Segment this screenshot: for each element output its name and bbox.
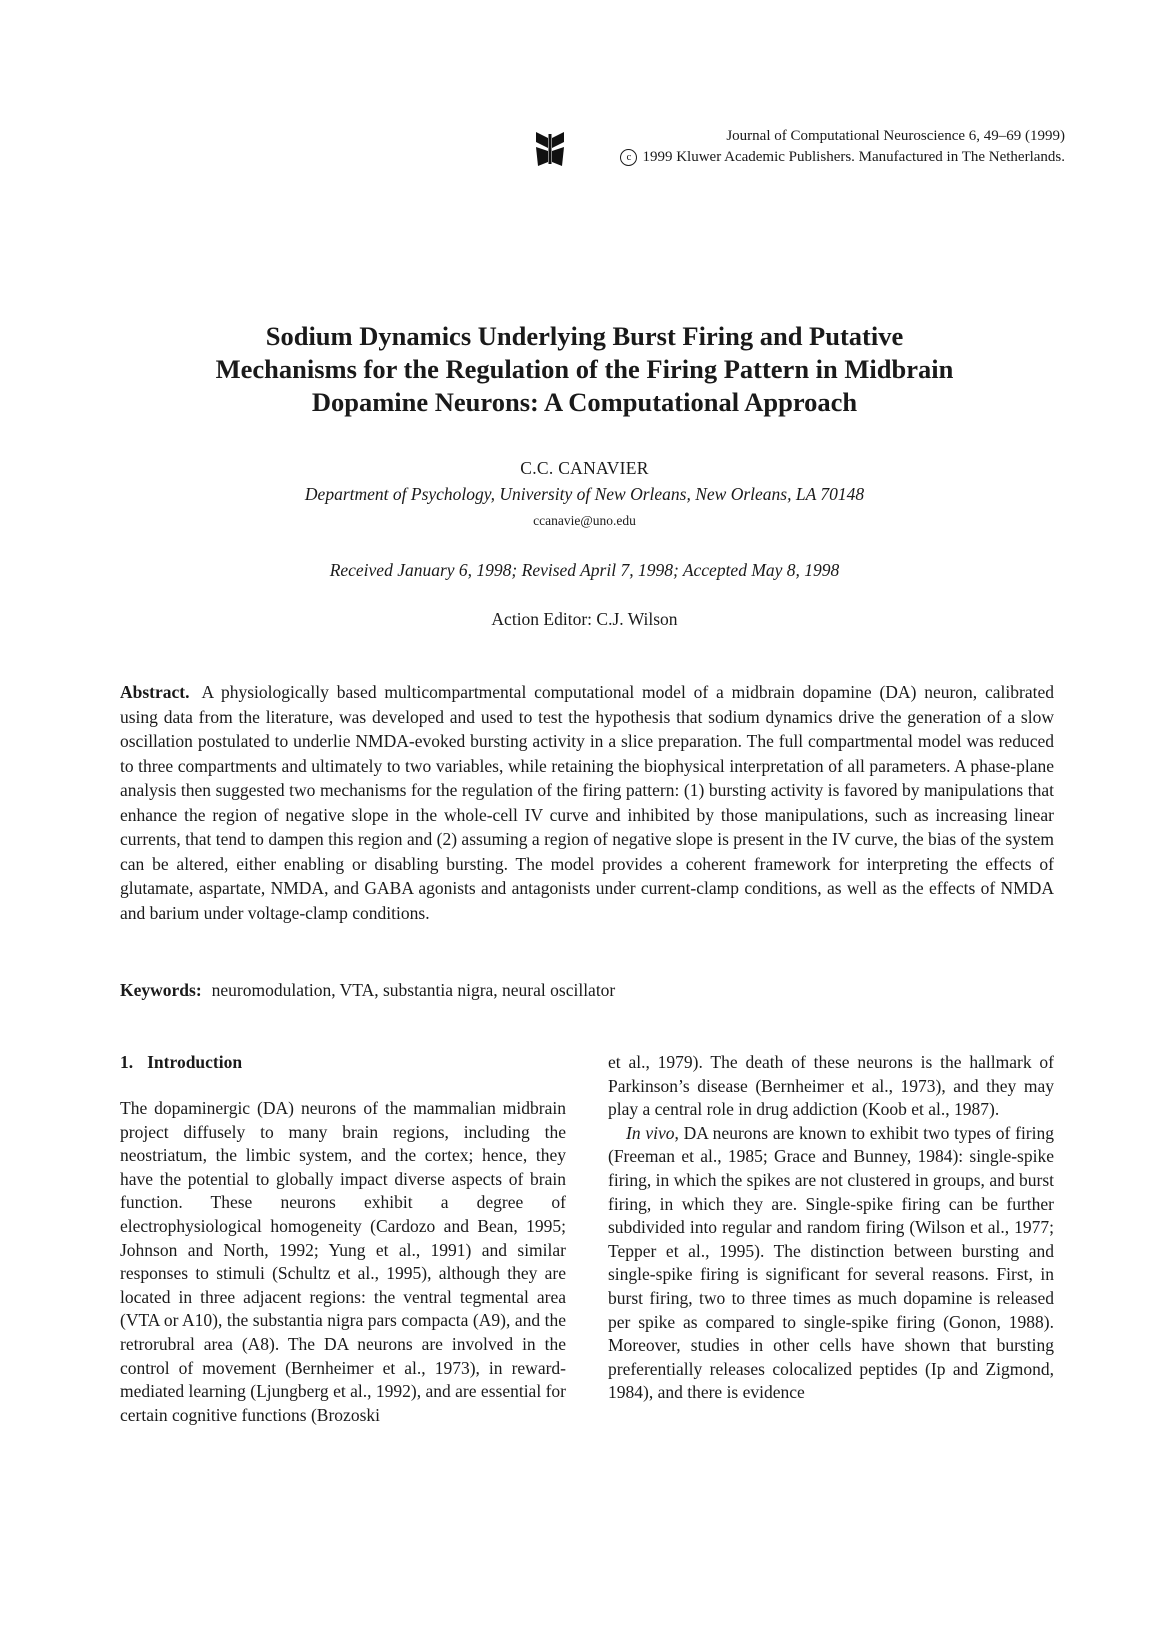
title-line: Sodium Dynamics Underlying Burst Firing and Putative [265,321,904,351]
section-heading [120,1052,242,1073]
keywords [120,980,1054,1001]
paper-title [140,320,1029,419]
title-line: Mechanisms for the Regulation of the Firing Pattern in Midbrain [215,354,954,384]
author-name: C.C. CANAVIER [520,458,649,478]
journal-header [533,124,1065,172]
abstract-label: Abstract. [120,682,190,702]
body-paragraph [608,1122,1054,1405]
keywords-text: neuromodulation, VTA, substantia nigra, neural oscillator [211,980,616,1000]
publisher-logo-icon [533,128,567,168]
body-column-left [120,1097,566,1427]
section-title: Introduction [147,1052,243,1072]
body-paragraph-text: , DA neurons are known to exhibit two types of firing (Freeman et al., 1985; Grace and Bunney, 1984): single-spike firing, in which the spikes are not clustered in groups, and burst firing, in which they are. Single-spike firing can be further subdivided into regular and random firing (Wilson et al., 1977; Tepper et al., 1995). The distinction between bursting and single-spike firing is significant for several reasons. First, in burst firing, two to three times as much dopamine is released per spike as compared to single-spike firing (Gonon, 1988). Moreover, studies in other cells have shown that bursting preferentially releases colocalized peptides (Ip and Zigmond, 1984), and there is evidence [608,1122,1054,1403]
section-number: 1. [120,1052,134,1072]
copyright-symbol: c [620,149,637,166]
keywords-label: Keywords: [120,980,202,1000]
abstract-text: A physiologically based multicompartmental computational model of a midbrain dopamine (DA) neuron, calibrated using data from the literature, was developed and used to test the hypothesis that sodium dynamics drive the generation of a slow oscillation postulated to underlie NMDA-evoked bursting activity in a slice preparation. The full compartmental model was reduced to three compartments and ultimately to two variables, while retaining the biophysical interpretation of all parameters. A phase-plane analysis then suggested two mechanisms for the regulation of the firing pattern: (1) bursting activity is favored by manipulations that enhance the region of negative slope in the whole-cell IV curve and inhibited by those manipulations, such as increasing linear currents, that tend to dampen this region and (2) assuming a region of negative slope is present in the IV curve, the bias of the system can be altered, either enabling or disabling bursting. The model provides a coherent framework for interpreting the effects of glutamate, aspartate, NMDA, and GABA agonists and antagonists under current-clamp conditions, as well as the effects of NMDA and barium under voltage-clamp conditions. [120,682,1054,923]
journal-citation: Journal of Computational Neuroscience 6, 49–69 (1999) [726,128,1065,144]
author-email: ccanavie@uno.edu [533,513,636,528]
abstract [120,680,1054,925]
body-paragraph: et al., 1979). The death of these neurons is the hallmark of Parkinson’s disease (Bernheimer et al., 1973), and they may play a central role in drug addiction (Koob et al., 1987). [608,1052,1054,1120]
copyright-line [620,149,1065,166]
submission-dates: Received January 6, 1998; Revised April 7, 1998; Accepted May 8, 1998 [329,560,840,580]
body-paragraph: The dopaminergic (DA) neurons of the mammalian midbrain project diffusely to many brain regions, including the neostriatum, the limbic system, and the cortex; hence, they have the potential to globally impact diverse aspects of brain function. These neurons exhibit a degree of electrophysiological homogeneity (Cardozo and Bean, 1995; Johnson and North, 1992; Yung et al., 1991) and similar responses to stimuli (Schultz et al., 1995), although they are located in three adjacent regions: the ventral tegmental area (VTA or A10), the substantia nigra pars compacta (A9), and the retrorubral area (A8). The DA neurons are involved in the control of movement (Bernheimer et al., 1973), in reward-mediated learning (Ljungberg et al., 1992), and are essential for certain cognitive functions (Brozoski [120,1098,566,1425]
copyright-text: 1999 Kluwer Academic Publishers. Manufactured in The Netherlands. [642,149,1065,165]
action-editor: Action Editor: C.J. Wilson [491,609,678,629]
author-affiliation: Department of Psychology, University of New Orleans, New Orleans, LA 70148 [304,484,865,504]
italic-term: In vivo [626,1122,675,1143]
title-line: Dopamine Neurons: A Computational Approach [311,387,858,417]
body-column-right [608,1051,1054,1405]
